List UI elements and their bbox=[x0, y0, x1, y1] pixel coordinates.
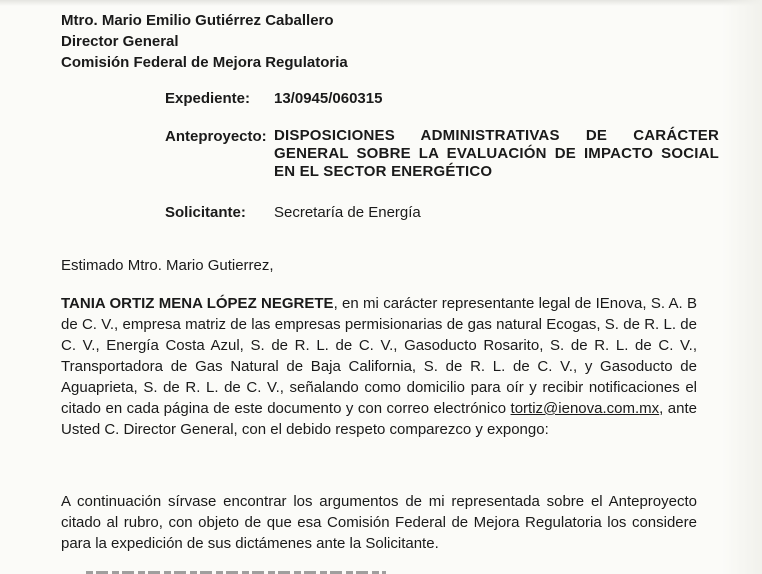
expediente-value: 13/0945/060315 bbox=[274, 90, 383, 107]
solicitante-label: Solicitante: bbox=[165, 204, 246, 221]
addressee-position: Director General bbox=[61, 33, 179, 50]
paragraph-text-b: , ante Usted C. Director General, con el debido respeto comparezco y expongo: bbox=[61, 400, 697, 438]
greeting: Estimado Mtro. Mario Gutierrez, bbox=[61, 257, 274, 274]
scan-shadow bbox=[722, 0, 762, 574]
addressee-name: Mtro. Mario Emilio Gutiérrez Caballero bbox=[61, 12, 334, 29]
representative-name: TANIA ORTIZ MENA LÓPEZ NEGRETE bbox=[61, 295, 334, 312]
scan-edge bbox=[0, 0, 762, 6]
anteproyecto-label: Anteproyecto: bbox=[165, 128, 267, 145]
paragraph-representation bbox=[61, 293, 697, 440]
addressee-organization: Comisión Federal de Mejora Regulatoria bbox=[61, 54, 348, 71]
expediente-label: Expediente: bbox=[165, 90, 251, 107]
next-line-fragment bbox=[86, 566, 386, 574]
paragraph-text-a: , en mi carácter representante legal de IEnova, S. A. B de C. V., empresa matriz de las empresas permisionarias de gas natural Ecogas, S. de R. L. de C. V., Energía Costa Azul, S. de R. L. de C. V., Gasoducto Rosarito, S. de R. L. de C. V., Transportadora de Gas Natural de Baja California, S. de R. L. de C. V., y Gasoducto de Aguaprieta, S. de R. L. de C. V., señalando como domicilio para oír y recibir notificaciones el citado en cada página de este documento y con correo electrónico bbox=[61, 295, 697, 417]
addressee-block bbox=[61, 10, 348, 73]
email-link[interactable]: tortiz@ienova.com.mx bbox=[510, 400, 660, 417]
solicitante-value: Secretaría de Energía bbox=[274, 204, 421, 221]
paragraph-arguments: A continuación sírvase encontrar los argumentos de mi representada sobre el Anteproyecto citado al rubro, con objeto de que esa Comisión Federal de Mejora Regulatoria los considere para la expedición de sus dictámenes ante la Solicitante. bbox=[61, 493, 697, 552]
anteproyecto-value: DISPOSICIONES ADMINISTRATIVAS DE CARÁCTER GENERAL SOBRE LA EVALUACIÓN DE IMPACTO SOCIAL EN EL SECTOR ENERGÉTICO bbox=[274, 127, 719, 180]
